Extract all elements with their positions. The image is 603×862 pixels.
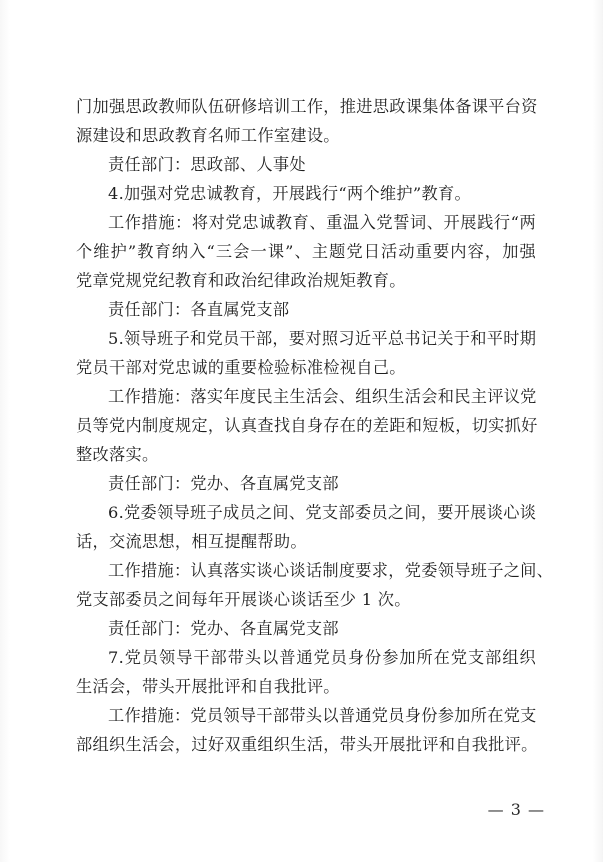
text-line: 党章党规党纪教育和政治纪律政治规矩教育。 — [76, 271, 406, 290]
text-line: 部组织生活会，过好双重组织生活，带头开展批评和自我批评。 — [76, 735, 538, 754]
text-line: 整改落实。 — [76, 445, 159, 464]
text-line: 6.党委领导班子成员之间、党支部委员之间，要开展谈心谈 — [108, 503, 537, 522]
text-line: 工作措施：落实年度民主生活会、组织生活会和民主评议党 — [108, 387, 537, 406]
text-line: 工作措施：将对党忠诚教育、重温入党誓词、开展践行“两 — [108, 213, 536, 232]
text-line: 责任部门：党办、各直属党支部 — [108, 474, 339, 493]
text-line: 工作措施：党员领导干部带头以普通党员身份参加所在党支 — [108, 706, 537, 725]
text-line: 门加强思政教师队伍研修培训工作，推进思政课集体备课平台资 — [76, 97, 538, 116]
text-line: 话，交流思想，相互提醒帮助。 — [76, 532, 307, 551]
page-number: — 3 — — [487, 800, 545, 819]
text-line: 生活会，带头开展批评和自我批评。 — [76, 677, 340, 696]
text-line: 4.加强对党忠诚教育，开展践行“两个维护”教育。 — [108, 184, 471, 203]
text-line: 责任部门：思政部、人事处 — [108, 155, 306, 174]
text-line: 党支部委员之间每年开展谈心谈话至少 1 次。 — [76, 590, 411, 609]
text-line: 党员干部对党忠诚的重要检验标准检视自己。 — [76, 358, 406, 377]
text-line: 员等党内制度规定，认真查找自身存在的差距和短板，切实抓好 — [76, 416, 538, 435]
text-line: 个维护”教育纳入“三会一课”、主题党日活动重要内容，加强 — [76, 242, 536, 261]
text-line: 7.党员领导干部带头以普通党员身份参加所在党支部组织 — [108, 648, 536, 667]
text-line: 责任部门：各直属党支部 — [108, 300, 290, 319]
text-line: 5.领导班子和党员干部，要对照习近平总书记关于和平时期 — [108, 329, 537, 348]
document-body — [76, 92, 554, 759]
text-line: 责任部门：党办、各直属党支部 — [108, 619, 339, 638]
text-line: 源建设和思政教育名师工作室建设。 — [76, 126, 340, 145]
text-line: 工作措施：认真落实谈心谈话制度要求，党委领导班子之间、 — [108, 561, 554, 580]
